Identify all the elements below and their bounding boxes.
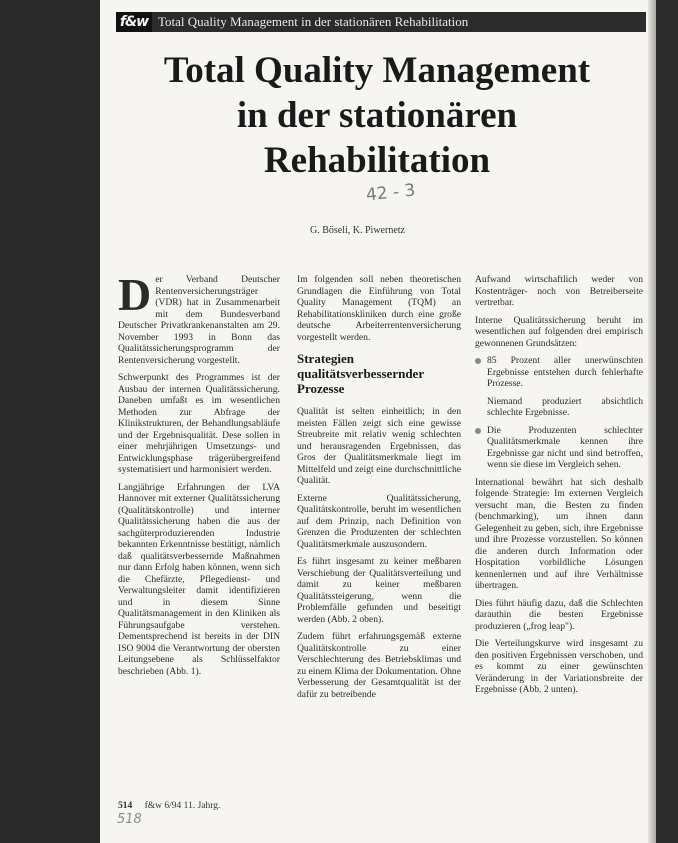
paragraph: Qualität ist selten einheitlich; in den meisten Fällen zeigt sich eine gewisse Streubreite mit relativ wenig schlechten und herausragenden Ergebnissen, das Gros der Qualitätsmerkmale liegt im Mittelfeld und zeigt eine durchschnittliche Qualität. — [297, 406, 461, 486]
paragraph: Dies führt häufig dazu, daß die Schlechten darauthin die besten Ergebnisse produzieren („frog leap"). — [475, 597, 643, 632]
text-column-2 — [297, 274, 461, 706]
running-header — [116, 12, 646, 32]
list-item-text: Die Produzenten schlechter Qualitätsmerkmale kennen ihre Ergebnisse gar nicht und sind betroffen, wenn sie diese im Vergleich sehen. — [487, 424, 643, 470]
intro-paragraph: Im folgenden soll neben theoretischen Grundlagen die Einführung von Total Quality Management (TQM) an Rehabilitationskliniken durch eine große deutsche Arbeiterrentenversicherung vorgestellt werden. — [297, 274, 461, 343]
page-number: 514 — [118, 801, 133, 811]
drop-cap: D — [118, 269, 152, 320]
bullet-icon — [475, 358, 481, 364]
paragraph — [118, 269, 280, 366]
paragraph: Langjährige Erfahrungen der LVA Hannover mit externer Qualitätssicherung (Qualitätskontrolle) und interner Qualitätssicherung haben die aus der sachgüterproduzierenden Industrie bekannten Erkenntnisse bestätigt, nämlich daß qualitätsverbessernde Maßnahmen nur dann Erfolg haben können, wenn sich die Chefärzte, Pflegedienst- und Verwaltungsleiter damit identifizieren und in diesem Sinne Qualitätsmanagement in den Kliniken als Führungsaufgabe verstehen. Dementsprechend ist bereits in der DIN ISO 9004 die Verantwortung der obersten Leitungsebene als Schlüsselfaktor beschrieben (Abb. 1). — [118, 481, 280, 677]
journal-source: f&w 6/94 11. Jahrg. — [144, 801, 221, 811]
section-heading: Strategien qualitätsverbessernder Prozesse — [297, 351, 424, 396]
title-line-3: Rehabilitation — [263, 140, 491, 181]
authors: G. Böseli, K. Piwernetz — [310, 225, 405, 236]
paragraph: Aufwand wirtschaftlich weder von Kostenträger- noch von Betreiberseite vertretbar. — [475, 274, 643, 308]
text-column-3 — [475, 274, 643, 702]
running-title: Total Quality Management in der stationären Rehabilitation — [158, 14, 469, 29]
journal-logo: f&w — [116, 12, 152, 32]
paragraph: Es führt insgesamt zu keiner meßbaren Verschiebung der Qualitätsverteilung und damit zu keiner meßbaren Qualitätssteigerung, wenn die Problemfälle gefunden und beseitigt werden (Abb. 2 oben). — [297, 556, 461, 625]
scan-right-edge — [656, 0, 678, 843]
paragraph: Die Verteilungskurve wird insgesamt zu den positiven Ergebnissen verschoben, und es kommt zu einer gewünschten Veränderung in der Variationsbreite der Ergebnisse (Abb. 2 unten). — [475, 638, 643, 695]
title-line-2: in der stationären — [236, 95, 518, 136]
title-line-1: Total Quality Management — [163, 50, 591, 91]
paragraph: Interne Qualitätssicherung beruht im wesentlichen auf folgenden drei empirisch gewonnenen Grundsätzen: — [475, 314, 643, 349]
paragraph-text: er Verband Deutscher Rentenversicherungsträger (VDR) hat in Zusammenarbeit mit dem Bundesverband Deutscher Privatkrankenanstalten am 29. November 1993 in Bonn das Qualitätssicherungsprogramm der Rentenversicherung vorgestellt. — [118, 274, 280, 366]
paragraph: International bewährt hat sich deshalb folgende Strategie: Im externen Vergleich versucht man, die Besten zu finden (benchmarking), um ihnen dann Gelegenheit zu geben, sich, ihre Ergebnisse und ihre Prozesse vorzustellen. So können die anderen durch Information oder Hospitation vorbildliche Lösungen kennenlernen und auf ihre Verhältnisse übertragen. — [475, 476, 643, 591]
article-title — [112, 48, 642, 183]
paragraph: Externe Qualitätssicherung, Qualitätskontrolle, beruht im wesentlichen auf dem Prinzip, nach Definition von Grenzen die Produzenten der schlechten Qualitätsmerkmale auszusondern. — [297, 492, 461, 550]
handwritten-note: 42 - 3 — [365, 180, 417, 206]
list-item — [475, 425, 643, 471]
paragraph: Schwerpunkt des Programmes ist der Ausbau der internen Qualitätssicherung. Daneben umfaßt es im wesentlichen Methoden zur Abfrage der Klinikstrukturen, der Behandlungsabläufe und der Ergebnisqualität. Dese sollen in einer mehrjährigen Umsetzungs- und Entwicklungsphase trägerübergreifend systematisiert und harmonisiert werden. — [118, 372, 280, 475]
scan-binding-shadow — [0, 0, 100, 843]
list-item — [475, 355, 643, 390]
text-column-1 — [118, 269, 280, 683]
bullet-icon — [475, 428, 481, 434]
paragraph: Zudem führt erfahrungsgemäß externe Qualitätskontrolle zu einer Verschlechterung des Betriebsklimas und zu einem Klima der Dokumentation. Ohne Verbesserung der Gesamtqualität ist der dafür zu betreibende — [297, 631, 461, 700]
list-item-note: Niemand produziert absichtlich schlechte Ergebnisse. — [487, 395, 643, 418]
list-item-text: 85 Prozent aller unerwünschten Ergebnisse entstehen durch fehlerhafte Prozesse. — [487, 355, 643, 389]
page-footer — [118, 801, 220, 811]
handwritten-page-number: 518 — [117, 812, 142, 827]
